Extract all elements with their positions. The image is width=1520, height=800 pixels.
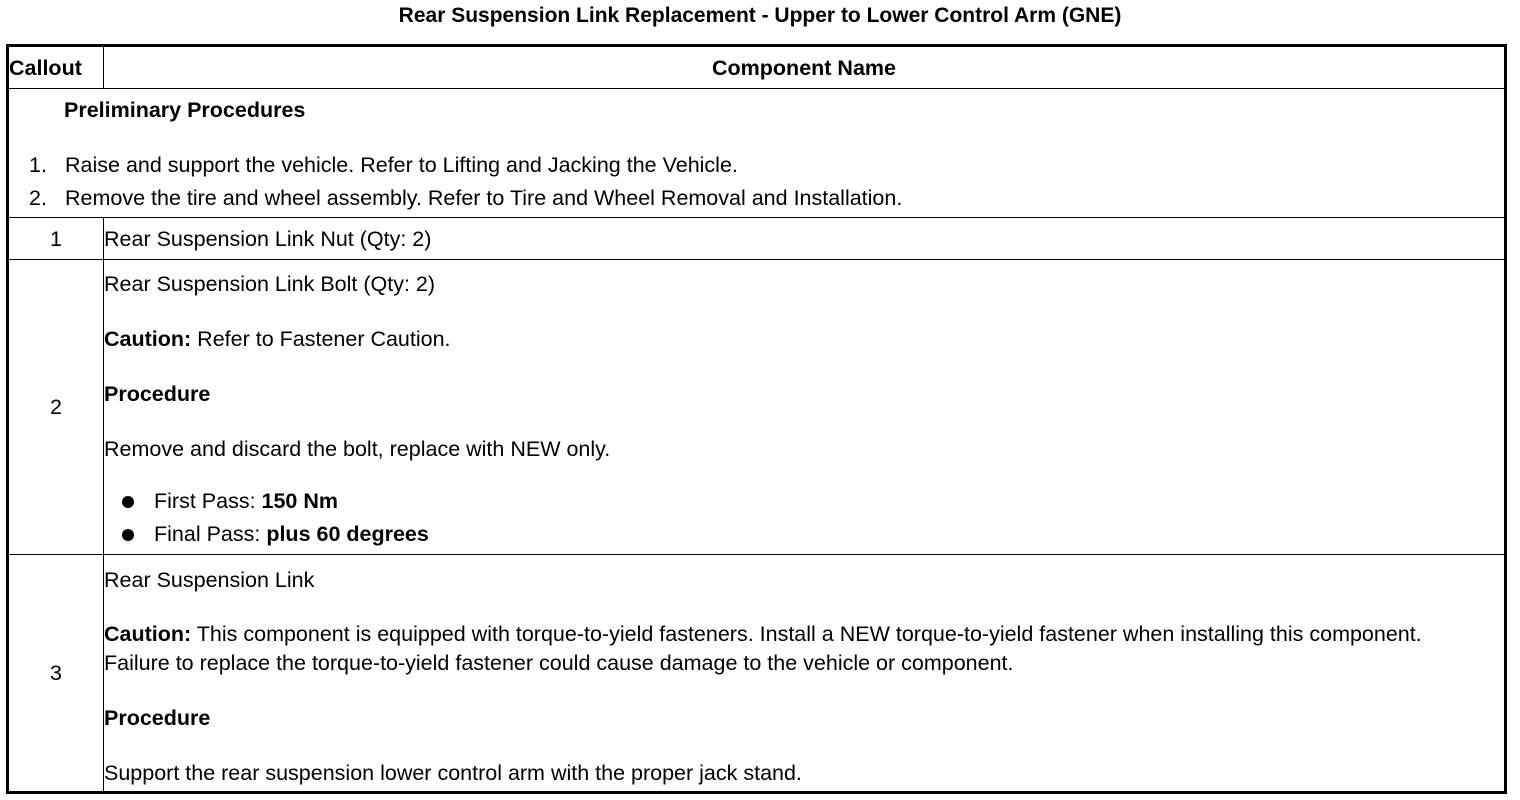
callout-number: 3	[8, 555, 104, 793]
component-name: Rear Suspension Link Nut (Qty: 2)	[104, 218, 1506, 260]
pass-value: plus 60 degrees	[266, 522, 429, 546]
table-row	[8, 555, 1506, 793]
callout-number: 1	[8, 218, 104, 260]
preliminary-step	[29, 150, 738, 180]
component-details	[104, 555, 1506, 793]
table-row	[8, 260, 1506, 555]
bullet-icon	[122, 529, 134, 541]
bullet-icon	[122, 496, 134, 508]
step-text: Remove the tire and wheel assembly. Refer to Tire and Wheel Removal and Installation.	[65, 186, 903, 210]
procedure-label: Procedure	[104, 382, 211, 406]
pass-label: Final Pass:	[154, 522, 267, 546]
procedure-text: Support the rear suspension lower control arm with the proper jack stand.	[104, 760, 802, 785]
component-name: Rear Suspension Link Bolt (Qty: 2)	[104, 272, 436, 296]
torque-pass-list	[104, 485, 1504, 551]
caution-text: Refer to Fastener Caution.	[191, 327, 451, 351]
caution-line	[104, 324, 1504, 354]
list-item	[104, 518, 1504, 551]
caution-line	[104, 620, 1504, 678]
component-details	[104, 260, 1506, 555]
table-header-row	[8, 46, 1506, 89]
caution-label: Caution:	[104, 621, 192, 646]
step-number: 1.	[29, 153, 47, 177]
pass-value: 150 Nm	[261, 489, 339, 513]
preliminary-cell	[8, 89, 1506, 218]
step-number: 2.	[29, 186, 47, 210]
procedure-text: Remove and discard the bolt, replace with NEW only.	[104, 437, 611, 461]
preliminary-heading: Preliminary Procedures	[64, 98, 306, 122]
caution-text: This component is equipped with torque-to-yield fasteners. Install a NEW torque-to-yield fastener when installing this component. Failure to replace the torque-to-yield fastener could cause damage to the vehicle or component.	[104, 621, 1422, 675]
page-title: Rear Suspension Link Replacement - Upper to Lower Control Arm (GNE)	[398, 4, 1122, 27]
preliminary-step	[29, 183, 902, 213]
procedure-label: Procedure	[104, 705, 211, 730]
preliminary-row	[8, 89, 1506, 218]
component-name: Rear Suspension Link	[104, 567, 315, 592]
list-item	[104, 485, 1504, 518]
table-row	[8, 218, 1506, 260]
callout-number: 2	[8, 260, 104, 555]
callout-header: Callout	[8, 46, 104, 89]
caution-separator: :	[184, 327, 192, 351]
step-text: Raise and support the vehicle. Refer to Lifting and Jacking the Vehicle.	[65, 153, 738, 177]
procedure-table	[6, 44, 1507, 794]
component-name-header: Component Name	[104, 46, 1506, 89]
caution-label: Caution	[104, 327, 185, 351]
pass-label: First Pass:	[154, 489, 262, 513]
